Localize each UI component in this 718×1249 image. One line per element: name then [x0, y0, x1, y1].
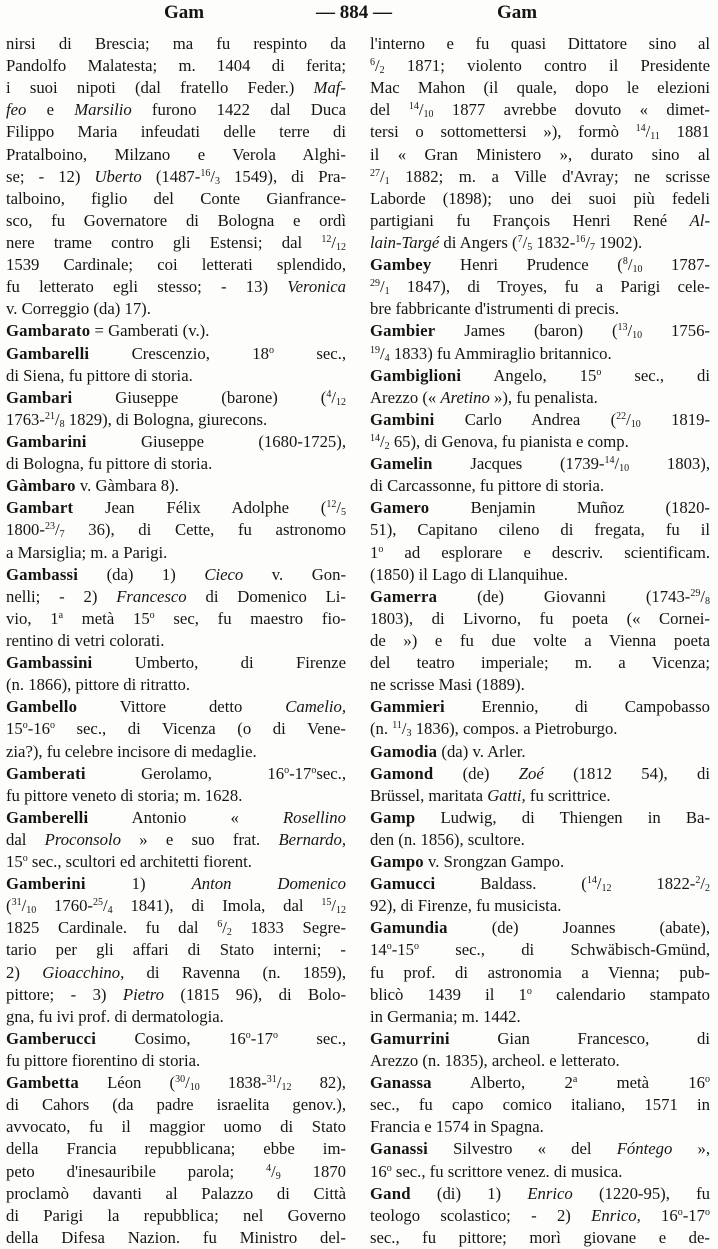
- text-line: Laborde (1898); uno dei suoi più fedeli: [370, 188, 710, 208]
- text-line: $1800-^{23}/_7$ 36), di Cette, fu astronomo: [6, 520, 346, 541]
- text-line: (1850) il Lago di Llanquihue.: [370, 564, 568, 584]
- text-line: blicò 1439 il 1$^o$ calendario stampato: [370, 984, 710, 1004]
- text-line: nelli; - 2) Francesco di Domenico Li-: [6, 586, 346, 606]
- text-line: tersi o sottomettersi »), formò $^{14}/_{11}$ 1881: [370, 122, 710, 143]
- header-right-word: Gam: [497, 2, 538, 23]
- entry-headword: Gammieri: [370, 697, 445, 717]
- entry-headword: Gàmbaro: [6, 476, 76, 496]
- text-line: talboino, figlio del Conte Gianfrance-: [6, 188, 346, 208]
- text-line: Pratalboino, Milzano e Verola Alghi-: [6, 144, 346, 164]
- text-line: gna, fu ivi prof. di dermatologia.: [6, 1006, 224, 1026]
- text-line: Gamelin Jacques ($1739-^{14}/_{10}$ 1803),: [370, 454, 710, 475]
- text-line: 1539 Cardinale; coi letterati splendido,: [6, 255, 346, 275]
- text-line: 1803), di Livorno, fu poeta (« Cornei-: [370, 608, 710, 628]
- text-line: Gamberelli Antonio « Rosellino: [6, 807, 346, 827]
- right-column: [370, 33, 710, 1249]
- text-line: Gamberini 1) Anton Domenico: [6, 874, 346, 894]
- entry-headword: Gambarini: [6, 431, 87, 451]
- text-line: di Bologna, fu pittore di storia.: [6, 454, 213, 474]
- entry-headword: Gamberelli: [6, 807, 89, 827]
- entry-headword: Gamberini: [6, 874, 86, 894]
- text-line: di Cahors (da padre israelita genov.),: [6, 1095, 346, 1115]
- text-line: 92), di Firenze, fu musicista.: [370, 896, 562, 916]
- left-column: [6, 33, 346, 1249]
- text-line: a Marsiglia; m. a Parigi.: [6, 542, 168, 562]
- text-line: Gammieri Erennio, di Campobasso: [370, 697, 710, 717]
- text-line: Arezzo (n. 1835), archeol. e letterato.: [370, 1051, 620, 1071]
- text-line: fu pittore fiorentino di storia.: [6, 1051, 201, 1071]
- text-line: Mac Mahon (il quale, dopo le elezioni: [370, 78, 710, 98]
- text-line: del $^{14}/_{10}$ 1877 avrebbe dovuto « dimet-: [370, 100, 710, 121]
- entry-headword: Gambassini: [6, 653, 93, 673]
- entry-headword: Gamurrini: [370, 1028, 450, 1048]
- text-line: pittore; - 3) Pietro (1815 96), di Bolo-: [6, 984, 346, 1004]
- text-line: Gamberati Gerolamo, 16$^o$-17$^o$sec.,: [6, 763, 346, 783]
- entry-headword: Ganassi: [370, 1139, 428, 1159]
- text-line: il « Gran Ministero », durato sino al: [370, 144, 710, 164]
- text-line: di Carcassonne, fu pittore di storia.: [370, 476, 605, 496]
- text-line: fu letterato egli stesso; - 13) Veronica: [6, 277, 346, 297]
- text-line: Gamp Ludwig, di Thiengen in Ba-: [370, 807, 710, 827]
- text-line: in Germania; m. 1442.: [370, 1006, 521, 1026]
- text-line: 1$^o$ ad esplorare e descriv. scientificam.: [370, 542, 710, 562]
- text-line: se; - 12) Uberto ($1487-^{16}/_3$ 1549), di Pra-: [6, 166, 346, 187]
- text-line: bre fabbricante d'istrumenti di precis.: [370, 299, 620, 319]
- text-line: de ») e fu due volte a Vienna poeta: [370, 630, 710, 650]
- text-line: Gamurrini Gian Francesco, di: [370, 1028, 710, 1048]
- running-header: [0, 0, 718, 26]
- text-line: Gand (di) 1) Enrico (1220-95), fu: [370, 1183, 710, 1203]
- text-line: $^{14}/_2$ 65), di Genova, fu pianista e comp.: [370, 431, 629, 452]
- text-line: den (n. 1856), scultore.: [370, 829, 525, 849]
- text-line: (n. 1866), pittore di ritratto.: [6, 675, 190, 695]
- text-line: Pandolfo Malatesta; m. 1404 di ferita;: [6, 56, 346, 76]
- text-line: 16$^o$ sec., fu scrittore venez. di musica.: [370, 1161, 623, 1181]
- entry-headword: Gamundia: [370, 918, 448, 938]
- entry-headword: Gamerra: [370, 586, 438, 606]
- entry-headword: Gand: [370, 1183, 411, 1203]
- text-line: feo e Marsilio furono 1422 dal Duca: [6, 100, 346, 120]
- text-line: Gambarato = Gamberati (v.).: [6, 321, 210, 341]
- text-line: Gambassi (da) 1) Cieco v. Gon-: [6, 564, 346, 584]
- text-line: v. Correggio (da) 17).: [6, 299, 151, 319]
- text-line: Gambarelli Crescenzio, 18$^o$ sec.,: [6, 343, 346, 363]
- text-line: Ganassi Silvestro « del Fóntego »,: [370, 1139, 710, 1159]
- text-line: Gamucci Baldass. ($^{14}/_{12}$ $1822-^2/_2$: [370, 874, 710, 895]
- text-line: l'interno e fu quasi Dittatore sino al: [370, 34, 710, 53]
- text-line: Gambey Henri Prudence ($^8/_{10}$ 1787-: [370, 255, 710, 276]
- text-line: Filippo Maria infeudati delle terre di: [6, 122, 346, 142]
- text-line: fu prof. di astronomia a Vienna; pub-: [370, 962, 710, 982]
- text-line: Gamundia (de) Joannes (abate),: [370, 918, 710, 938]
- text-line: Arezzo (« Aretino »), fu penalista.: [370, 387, 598, 407]
- entry-headword: Gamero: [370, 498, 430, 518]
- text-line: Gambassini Umberto, di Firenze: [6, 653, 346, 673]
- text-line: Gamond (de) Zoé (1812 54), di: [370, 763, 710, 783]
- entry-headword: Gambarelli: [6, 343, 90, 363]
- text-line: $^{27}/_1$ 1882; m. a Ville d'Avray; ne scrisse: [370, 166, 710, 187]
- text-line: Francia e 1574 in Spagna.: [370, 1117, 544, 1137]
- entry-headword: Gambello: [6, 697, 78, 717]
- entry-headword: Gamberati: [6, 763, 86, 783]
- text-line: Gambini Carlo Andrea ($^{22}/_{10}$ 1819-: [370, 409, 710, 430]
- text-line: avvocato, fu il maggior uomo di Stato: [6, 1117, 346, 1137]
- text-line: tario per gli affari di Stato interni; -: [6, 940, 346, 960]
- text-line: Gamberucci Cosimo, 16$^o$-17$^o$ sec.,: [6, 1028, 346, 1048]
- entry-headword: Gamond: [370, 763, 434, 783]
- text-line: sec., fu pittore; morì giovane e de-: [370, 1227, 710, 1247]
- entry-headword: Gampo: [370, 852, 424, 872]
- page-number: — 884 —: [316, 2, 392, 23]
- text-line: i suoi nipoti (dal fratello Feder.) Maf-: [6, 78, 346, 98]
- text-line: Gambello Vittore detto Camelio,: [6, 697, 346, 717]
- text-line: Gambiglioni Angelo, 15$^o$ sec., di: [370, 365, 710, 385]
- text-line: peto d'inesauribile parola; $^4/_9$ 1870: [6, 1161, 346, 1182]
- entry-headword: Gambart: [6, 498, 74, 518]
- text-line: ($^{31}/_{10}$ $1760-^{25}/_4$ 1841), di Imola, dal $^{15}/_{12}$: [6, 896, 346, 917]
- text-line: della Difesa Nazion. fu Ministro del-: [6, 1227, 346, 1247]
- text-line: lain-Targé di Angers ($^7/_5$ $1832-^{16}/_7$ 1902).: [370, 232, 643, 253]
- text-line: Gambarini Giuseppe (1680-1725),: [6, 431, 346, 451]
- text-line: 15$^o$-16$^o$ sec., di Vicenza (o di Vene-: [6, 719, 346, 739]
- header-left-word: Gam: [164, 2, 205, 23]
- text-line: di Parigi la repubblica; nel Governo: [6, 1205, 346, 1225]
- text-line: Ganassa Alberto, 2$^a$ metà 16$^o$: [370, 1073, 710, 1093]
- entry-headword: Gamp: [370, 807, 416, 827]
- text-line: 2) Gioacchino, di Ravenna (n. 1859),: [6, 962, 346, 982]
- entry-headword: Gambetta: [6, 1073, 79, 1093]
- text-line: Gampo v. Srongzan Gampo.: [370, 852, 565, 872]
- entry-headword: Gambier: [370, 321, 436, 341]
- entry-headword: Gamberucci: [6, 1028, 97, 1048]
- text-line: di Siena, fu pittore di storia.: [6, 365, 193, 385]
- text-line: proclamò davanti al Palazzo di Città: [6, 1183, 346, 1203]
- entry-headword: Ganassa: [370, 1073, 432, 1093]
- text-line: partigiani fu François Henri René Al-: [370, 210, 710, 230]
- text-line: rentino di vetri colorati.: [6, 630, 165, 650]
- text-line: dal Proconsolo » e suo frat. Bernardo,: [6, 829, 346, 849]
- entry-headword: Gamucci: [370, 874, 436, 894]
- text-line: sco, fu Governatore di Bologna e ordì: [6, 210, 346, 230]
- text-line: vio, 1$^a$ metà 15$^o$ sec, fu maestro fio-: [6, 608, 346, 628]
- text-line: nere trame contro gli Estensi; dal $^{12}/_{12}$: [6, 232, 346, 253]
- text-line: fu pittore veneto di storia; m. 1628.: [6, 785, 243, 805]
- text-line: $1763-^{21}/_8$ 1829), di Bologna, giurecons.: [6, 409, 268, 430]
- text-line: Gambart Jean Félix Adolphe ($^{12}/_5$: [6, 498, 346, 519]
- entry-headword: Gamelin: [370, 454, 433, 474]
- entry-headword: Gambiglioni: [370, 365, 462, 385]
- text-line: Gàmbaro v. Gàmbara 8).: [6, 476, 179, 496]
- text-line: $^{19}/_4$ 1833) fu Ammiraglio britannico.: [370, 343, 612, 364]
- text-line: (n. $^{11}/_3$ 1836), compos. a Pietroburgo.: [370, 719, 618, 740]
- entry-headword: Gambari: [6, 387, 73, 407]
- entry-headword: Gambey: [370, 255, 432, 275]
- text-line: Gamero Benjamin Muñoz (1820-: [370, 498, 710, 518]
- text-line: 51), Capitano cileno di fregata, fu il: [370, 520, 710, 540]
- text-line: della Francia repubblicana; ebbe im-: [6, 1139, 346, 1159]
- entry-headword: Gamodia: [370, 741, 438, 761]
- text-line: $^6/_2$ 1871; violento contro il Presidente: [370, 56, 710, 77]
- text-line: Gambetta Léon ($^{30}/_{10}$ $1838-^{31}/_{12}$ 82),: [6, 1073, 346, 1094]
- entry-headword: Gambassi: [6, 564, 79, 584]
- text-line: Gambier James (baron) ($^{13}/_{10}$ 1756-: [370, 321, 710, 342]
- text-line: 1825 Cardinale. fu dal $^6/_2$ 1833 Segre-: [6, 918, 346, 939]
- text-line: Gambari Giuseppe (barone) ($^4/_{12}$: [6, 387, 346, 408]
- text-line: $^{29}/_1$ 1847), di Troyes, fu a Parigi cele-: [370, 277, 710, 298]
- text-line: 14$^o$-15$^o$ sec., di Schwäbisch-Gmünd,: [370, 940, 710, 960]
- text-line: 15$^o$ sec., scultori ed architetti fiorent.: [6, 852, 252, 872]
- entry-headword: Gambarato: [6, 321, 91, 341]
- text-line: teologo scolastico; - 2) Enrico, 16$^o$-17$^o$: [370, 1205, 710, 1225]
- text-line: zia?), fu celebre incisore di medaglie.: [6, 741, 257, 761]
- text-line: sec., fu capo comico italiano, 1571 in: [370, 1095, 710, 1115]
- text-line: Gamodia (da) v. Arler.: [370, 741, 526, 761]
- entry-headword: Gambini: [370, 409, 435, 429]
- text-line: nirsi di Brescia; ma fu respinto da: [6, 34, 346, 53]
- text-line: Gamerra (de) Giovanni ($1743-^{29}/_8$: [370, 586, 710, 607]
- text-line: Brüssel, maritata Gatti, fu scrittrice.: [370, 785, 611, 805]
- text-line: ne scrisse Masi (1889).: [370, 675, 525, 695]
- text-line: del teatro imperiale; m. a Vicenza;: [370, 653, 710, 673]
